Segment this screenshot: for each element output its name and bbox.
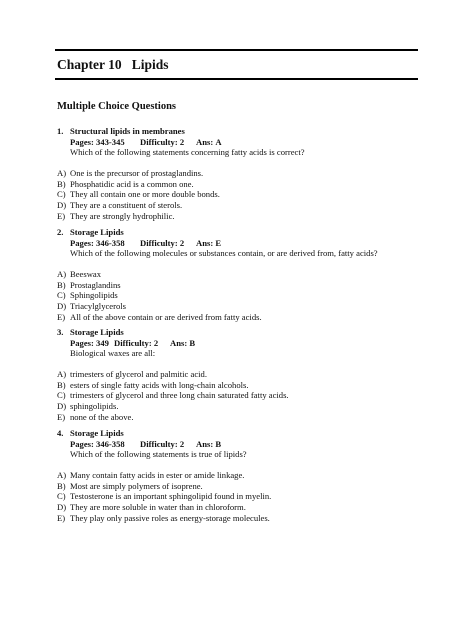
question-4 — [57, 428, 271, 523]
option-c: C) They all contain one or more double bonds. — [57, 189, 220, 200]
option-a: A) One is the precursor of prostaglandins. — [57, 168, 204, 179]
question-number: 4. — [57, 428, 64, 438]
question-header — [57, 227, 378, 259]
question-meta — [70, 137, 305, 148]
question-number: 2. — [57, 227, 64, 237]
pages-value: 346-358 — [96, 438, 125, 449]
difficulty-label: Difficulty: — [140, 136, 178, 147]
options-list — [57, 470, 271, 523]
option-a: A) trimesters of glycerol and palmitic acid. — [57, 369, 207, 380]
options-list — [57, 269, 378, 322]
question-stem: Which of the following molecules or substances contain, or are derived from, fatty acids? — [70, 248, 378, 259]
difficulty-value: 2 — [179, 136, 185, 147]
option-b: B) Prostaglandins — [57, 279, 121, 290]
question-topic: Storage Lipids — [70, 428, 124, 438]
options-list — [57, 168, 305, 221]
option-e: E) All of the above contain or are derived from fatty acids. — [57, 311, 262, 322]
question-number: 1. — [57, 126, 64, 136]
options-list — [57, 369, 289, 422]
option-e: E) They are strongly hydrophilic. — [57, 210, 175, 221]
option-b: B) esters of single fatty acids with long-chain alcohols. — [57, 379, 249, 390]
question-1 — [57, 126, 305, 221]
question-topic: Storage Lipids — [70, 227, 124, 237]
question-header — [57, 428, 271, 460]
chapter-title: Chapter 10 Lipids — [57, 57, 169, 72]
pages-value: 343-345 — [96, 136, 125, 147]
question-topic: Structural lipids in membranes — [70, 126, 185, 136]
pages-label: Pages: — [70, 438, 94, 449]
pages-label: Pages: — [70, 136, 94, 147]
option-d: D) Triacylglycerols — [57, 301, 127, 312]
question-meta — [70, 338, 289, 349]
answer-value: B — [215, 438, 222, 449]
difficulty-label: Difficulty: — [140, 237, 178, 248]
answer-label: Ans: — [196, 136, 214, 147]
question-header — [57, 126, 305, 158]
answer-label: Ans: — [196, 237, 214, 248]
difficulty-label: Difficulty: — [114, 337, 152, 348]
difficulty-value: 2 — [179, 237, 185, 248]
pages-label: Pages: — [70, 237, 94, 248]
difficulty-label: Difficulty: — [140, 438, 178, 449]
option-a: A) Many contain fatty acids in ester or amide linkage. — [57, 470, 245, 481]
option-a: A) Beeswax — [57, 269, 102, 280]
difficulty-value: 2 — [153, 337, 159, 348]
difficulty-value: 2 — [179, 438, 185, 449]
option-d: D) sphingolipids. — [57, 401, 119, 412]
option-e: E) They play only passive roles as energy-storage molecules. — [57, 512, 270, 523]
bottom-rule — [55, 78, 418, 80]
question-meta — [70, 238, 378, 249]
answer-value: E — [215, 237, 222, 248]
option-c: C) Testosterone is an important sphingolipid found in myelin. — [57, 491, 272, 502]
top-rule — [55, 49, 418, 51]
option-c: C) trimesters of glycerol and three long chain saturated fatty acids. — [57, 390, 289, 401]
option-d: D) They are a constituent of sterols. — [57, 200, 183, 211]
question-number: 3. — [57, 327, 64, 337]
option-e: E) none of the above. — [57, 411, 134, 422]
question-topic: Storage Lipids — [70, 327, 124, 337]
question-stem: Which of the following statements is true of lipids? — [70, 449, 247, 460]
option-b: B) Most are simply polymers of isoprene. — [57, 480, 203, 491]
answer-label: Ans: — [170, 337, 188, 348]
answer-value: B — [189, 337, 196, 348]
pages-value: 349 — [96, 337, 109, 348]
question-meta — [70, 439, 271, 450]
question-2 — [57, 227, 378, 322]
section-title: Multiple Choice Questions — [57, 101, 177, 112]
option-d: D) They are more soluble in water than in chloroform. — [57, 502, 246, 513]
question-stem: Which of the following statements concerning fatty acids is correct? — [70, 147, 305, 158]
pages-label: Pages: — [70, 337, 94, 348]
question-header — [57, 327, 289, 359]
pages-value: 346-358 — [96, 237, 125, 248]
answer-value: A — [215, 136, 222, 147]
question-stem: Biological waxes are all: — [70, 348, 156, 359]
answer-label: Ans: — [196, 438, 214, 449]
option-b: B) Phosphatidic acid is a common one. — [57, 178, 194, 189]
question-3 — [57, 327, 289, 422]
option-c: C) Sphingolipids — [57, 290, 118, 301]
